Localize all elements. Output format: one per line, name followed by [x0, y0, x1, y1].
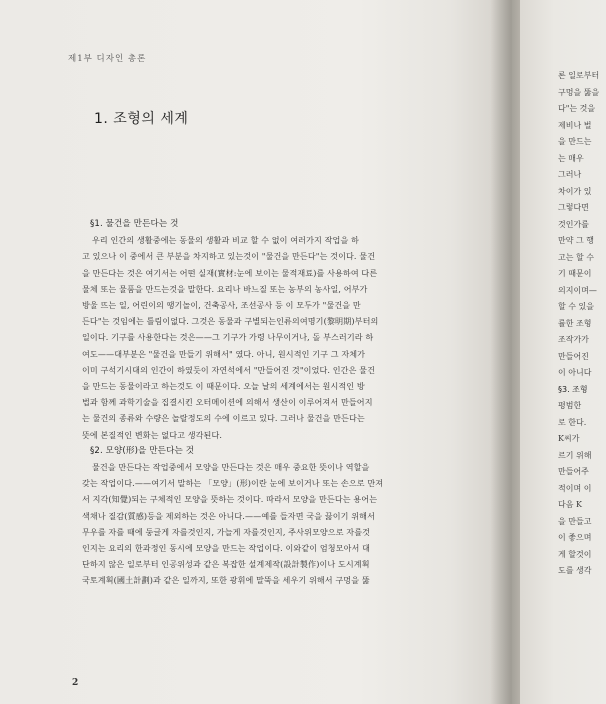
text-line: 인지는 요리의 한과정인 동시에 모양을 만드는 작업이다. 이와같이 엄청모아서 대	[82, 543, 371, 554]
text-line: 게 할것이	[558, 549, 592, 559]
text-line: 는 물건의 종류와 수량은 놀랄정도의 수에 이르고 있다. 그러나 물건을 만든다는	[82, 413, 365, 424]
text-line: 적이며 이	[558, 483, 592, 493]
section3-heading: §3. 조형	[558, 384, 588, 394]
text-line: 는 매우	[558, 153, 584, 163]
page-number: 2	[72, 678, 79, 688]
text-line: 만들어주	[558, 467, 589, 476]
text-line: 우리 인간의 생활중에는 동물의 생활과 비교 할 수 없이 여러가지 작업을 하	[92, 235, 359, 246]
text-line: 고 있으나 이 중에서 큰 부분을 차지하고 있는것이 "물건을 만든다"는 것이다. 물건	[82, 251, 376, 262]
text-line: 이미 구석기시대의 인간이 하였듯이 자연석에서 "만들어진 것"이었다. 인간은 물건	[82, 364, 376, 375]
text-line: 그렇다면	[558, 203, 589, 212]
text-line: 기 때문이	[558, 269, 592, 278]
text-line: 이 아니다	[558, 368, 592, 377]
text-line: 르기 위해	[558, 450, 592, 460]
text-line: 무우를 자를 때에 둥글게 자를것인지, 가늘게 자를것인지, 주사위모양으로 자를것	[82, 526, 371, 537]
text-line: 서 지각(知覺)되는 구체적인 모양을 뜻하는 것이다. 따라서 모양을 만든다는 용어는	[82, 494, 378, 505]
text-line: K씨가	[558, 434, 580, 443]
section1-heading: §1. 물건을 만든다는 것	[90, 219, 179, 229]
text-line: 국토계획(國土計劃)과 같은 일까지, 또한 광휘에 말뚝을 세우기 위해서 구멍을 뚫	[82, 575, 370, 586]
text-line: 을 만드는	[558, 137, 592, 146]
text-line: 든다"는 것임에는 틀림이없다. 그것은 동물과 구별되는인류의여명기(黎明期)부터의	[82, 316, 379, 327]
text-line: 론 일로부터	[558, 71, 600, 80]
chapter-title: 1. 조형의 세계	[94, 111, 189, 127]
text-line: 만약 그 행	[558, 236, 594, 245]
text-line: 할 수 있을	[558, 302, 594, 311]
right-page-text	[558, 68, 606, 580]
text-line: 조작가가	[558, 335, 589, 344]
text-line: 색채나 질감(質感)등을 제외하는 것은 아니다.——예를 들자면 국을 끓이기 위해서	[82, 510, 375, 521]
text-line: 률한 조형	[558, 318, 592, 328]
running-head: 제1부 디자인 총론	[68, 54, 147, 64]
text-line: 일이다. 기구를 사용한다는 것은——그 기구가 가령 나무이거나, 돌 부스러기라 하	[82, 332, 374, 343]
text-line: 이 좋으며	[558, 533, 592, 542]
text-line: 제비나 벌	[558, 120, 592, 130]
text-line: 방울 뜨는 일, 어린이의 땡기놀이, 건축공사, 조선공사 등 이 모두가 "물건을 만	[82, 300, 361, 311]
text-line: 다음 K	[558, 500, 582, 509]
text-line: 만들어진	[558, 351, 589, 361]
text-line: 법과 함께 과학기술을 집결시킨 오터메이션에 의해서 생산이 이루어져서 만들어지	[82, 397, 373, 408]
text-line: 평범한	[558, 401, 582, 410]
text-line: 다"는 것을	[558, 104, 596, 113]
text-line: 을 만든다는 것은 여기서는 어떤 실재(實材:눈에 보이는 물적재료)를 사용하여 다른	[82, 267, 378, 278]
section2-heading: §2. 모양(形)을 만든다는 것	[90, 445, 195, 456]
body-text	[82, 216, 454, 589]
text-line: 물체 또는 물품을 만드는것을 말한다. 요리나 바느질 또는 농부의 농사일, 어부가	[82, 283, 368, 294]
text-line: 을 만들고	[558, 516, 592, 526]
text-line: 로 한다.	[558, 417, 587, 427]
text-line: 차이가 있	[558, 186, 592, 196]
text-line: 여도——대부분은 "물건을 만들기 위해서" 였다. 아니, 원시적인 기구 그 자체가	[82, 348, 366, 359]
text-line: 그러나	[558, 170, 582, 179]
text-line: 도를 생각	[558, 566, 592, 575]
text-line: 고는 할 수	[558, 252, 594, 262]
text-line: 을 만드는 동물이라고 하는것도 이 때문이다. 오늘 날의 세계에서는 원시적인 방	[82, 381, 365, 392]
text-line: 의지이며—	[558, 285, 597, 295]
text-line: 단하지 않은 일로부터 인공위성과 같은 복잡한 설계제작(設計製作)이나 도시계획	[82, 559, 370, 570]
text-line: 뜻에 본질적인 변화는 없다고 생각된다.	[82, 429, 223, 440]
text-line: 구멍을 뚫을	[558, 87, 600, 97]
text-line: 물건을 만든다는 작업중에서 모양을 만든다는 것은 매우 중요한 뜻이나 역할을	[92, 462, 370, 473]
text-line: 갖는 작업이다.——여기서 말하는 「모양」(形)이란 눈에 보이거나 또는 손으로 만져	[82, 478, 384, 489]
text-line: 것인가를	[558, 219, 589, 229]
